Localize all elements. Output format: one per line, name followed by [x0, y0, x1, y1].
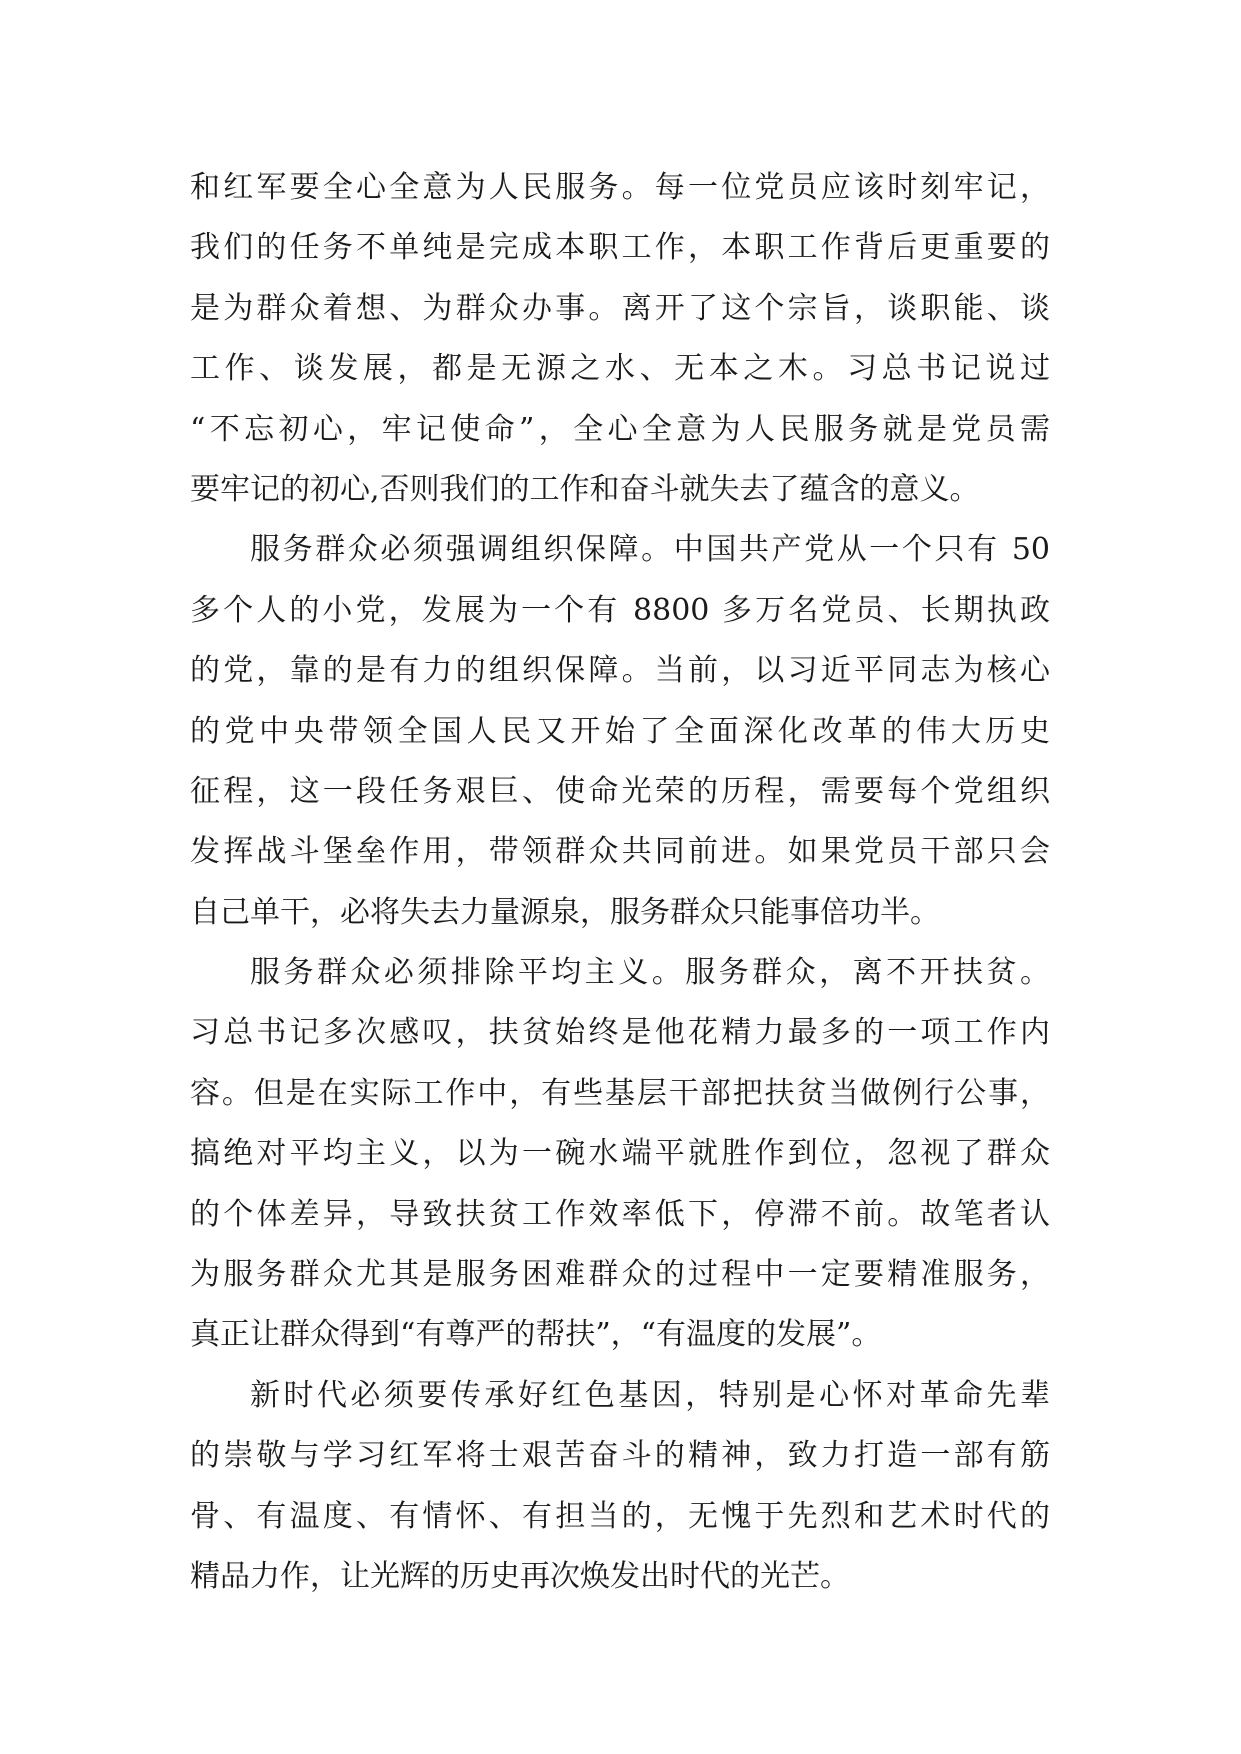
text-line: 精品力作，让光辉的历史再次焕发出时代的光芒。	[190, 1558, 850, 1594]
text-line: 的崇敬与学习红军将士艰苦奋斗的精神，致力打造一部有筋	[190, 1438, 1050, 1474]
text-line: 多个人的小党，发展为一个有 8800 多万名党员、长期执政	[190, 592, 1050, 628]
text-line: 工作、谈发展，都是无源之水、无本之木。习总书记说过	[190, 351, 1050, 387]
text-line: 自己单干，必将失去力量源泉，服务群众只能事倍功半。	[190, 894, 940, 930]
text-line: 容。但是在实际工作中，有些基层干部把扶贫当做例行公事，	[190, 1075, 1050, 1111]
text-line: 为服务群众尤其是服务困难群众的过程中一定要精准服务，	[190, 1257, 1050, 1293]
body-text	[190, 158, 1050, 1607]
text-line: 的党中央带领全国人民又开始了全面深化改革的伟大历史	[190, 713, 1050, 749]
text-line: 发挥战斗堡垒作用，带领群众共同前进。如果党员干部只会	[190, 834, 1050, 870]
text-line: 和红军要全心全意为人民服务。每一位党员应该时刻牢记，	[190, 170, 1050, 205]
text-line: 的个体差异，导致扶贫工作效率低下，停滞不前。故笔者认	[190, 1196, 1050, 1232]
text-line: 骨、有温度、有情怀、有担当的，无愧于先烈和艺术时代的	[190, 1498, 1050, 1534]
text-line: 的党，靠的是有力的组织保障。当前，以习近平同志为核心	[190, 653, 1050, 689]
paragraph-first-line: 服务群众必须排除平均主义。服务群众，离不开扶贫。	[250, 955, 1050, 991]
text-line: 是为群众着想、为群众办事。离开了这个宗旨，谈职能、谈	[190, 290, 1050, 326]
paragraph-first-line: 新时代必须要传承好红色基因，特别是心怀对革命先辈	[250, 1377, 1050, 1413]
text-line: 真正让群众得到“有尊严的帮扶”，“有温度的发展”。	[190, 1317, 882, 1353]
text-line: 我们的任务不单纯是完成本职工作，本职工作背后更重要的	[190, 230, 1050, 266]
text-line: 要牢记的初心,否则我们的工作和奋斗就失去了蕴含的意义。	[190, 471, 980, 507]
text-line: “不忘初心，牢记使命”，全心全意为人民服务就是党员需	[190, 411, 1050, 447]
text-line: 征程，这一段任务艰巨、使命光荣的历程，需要每个党组织	[190, 773, 1050, 809]
text-line: 搞绝对平均主义，以为一碗水端平就胜作到位，忽视了群众	[190, 1136, 1050, 1172]
paragraph-first-line: 服务群众必须强调组织保障。中国共产党从一个只有 50	[250, 532, 1050, 568]
text-line: 习总书记多次感叹，扶贫始终是他花精力最多的一项工作内	[190, 1015, 1050, 1051]
